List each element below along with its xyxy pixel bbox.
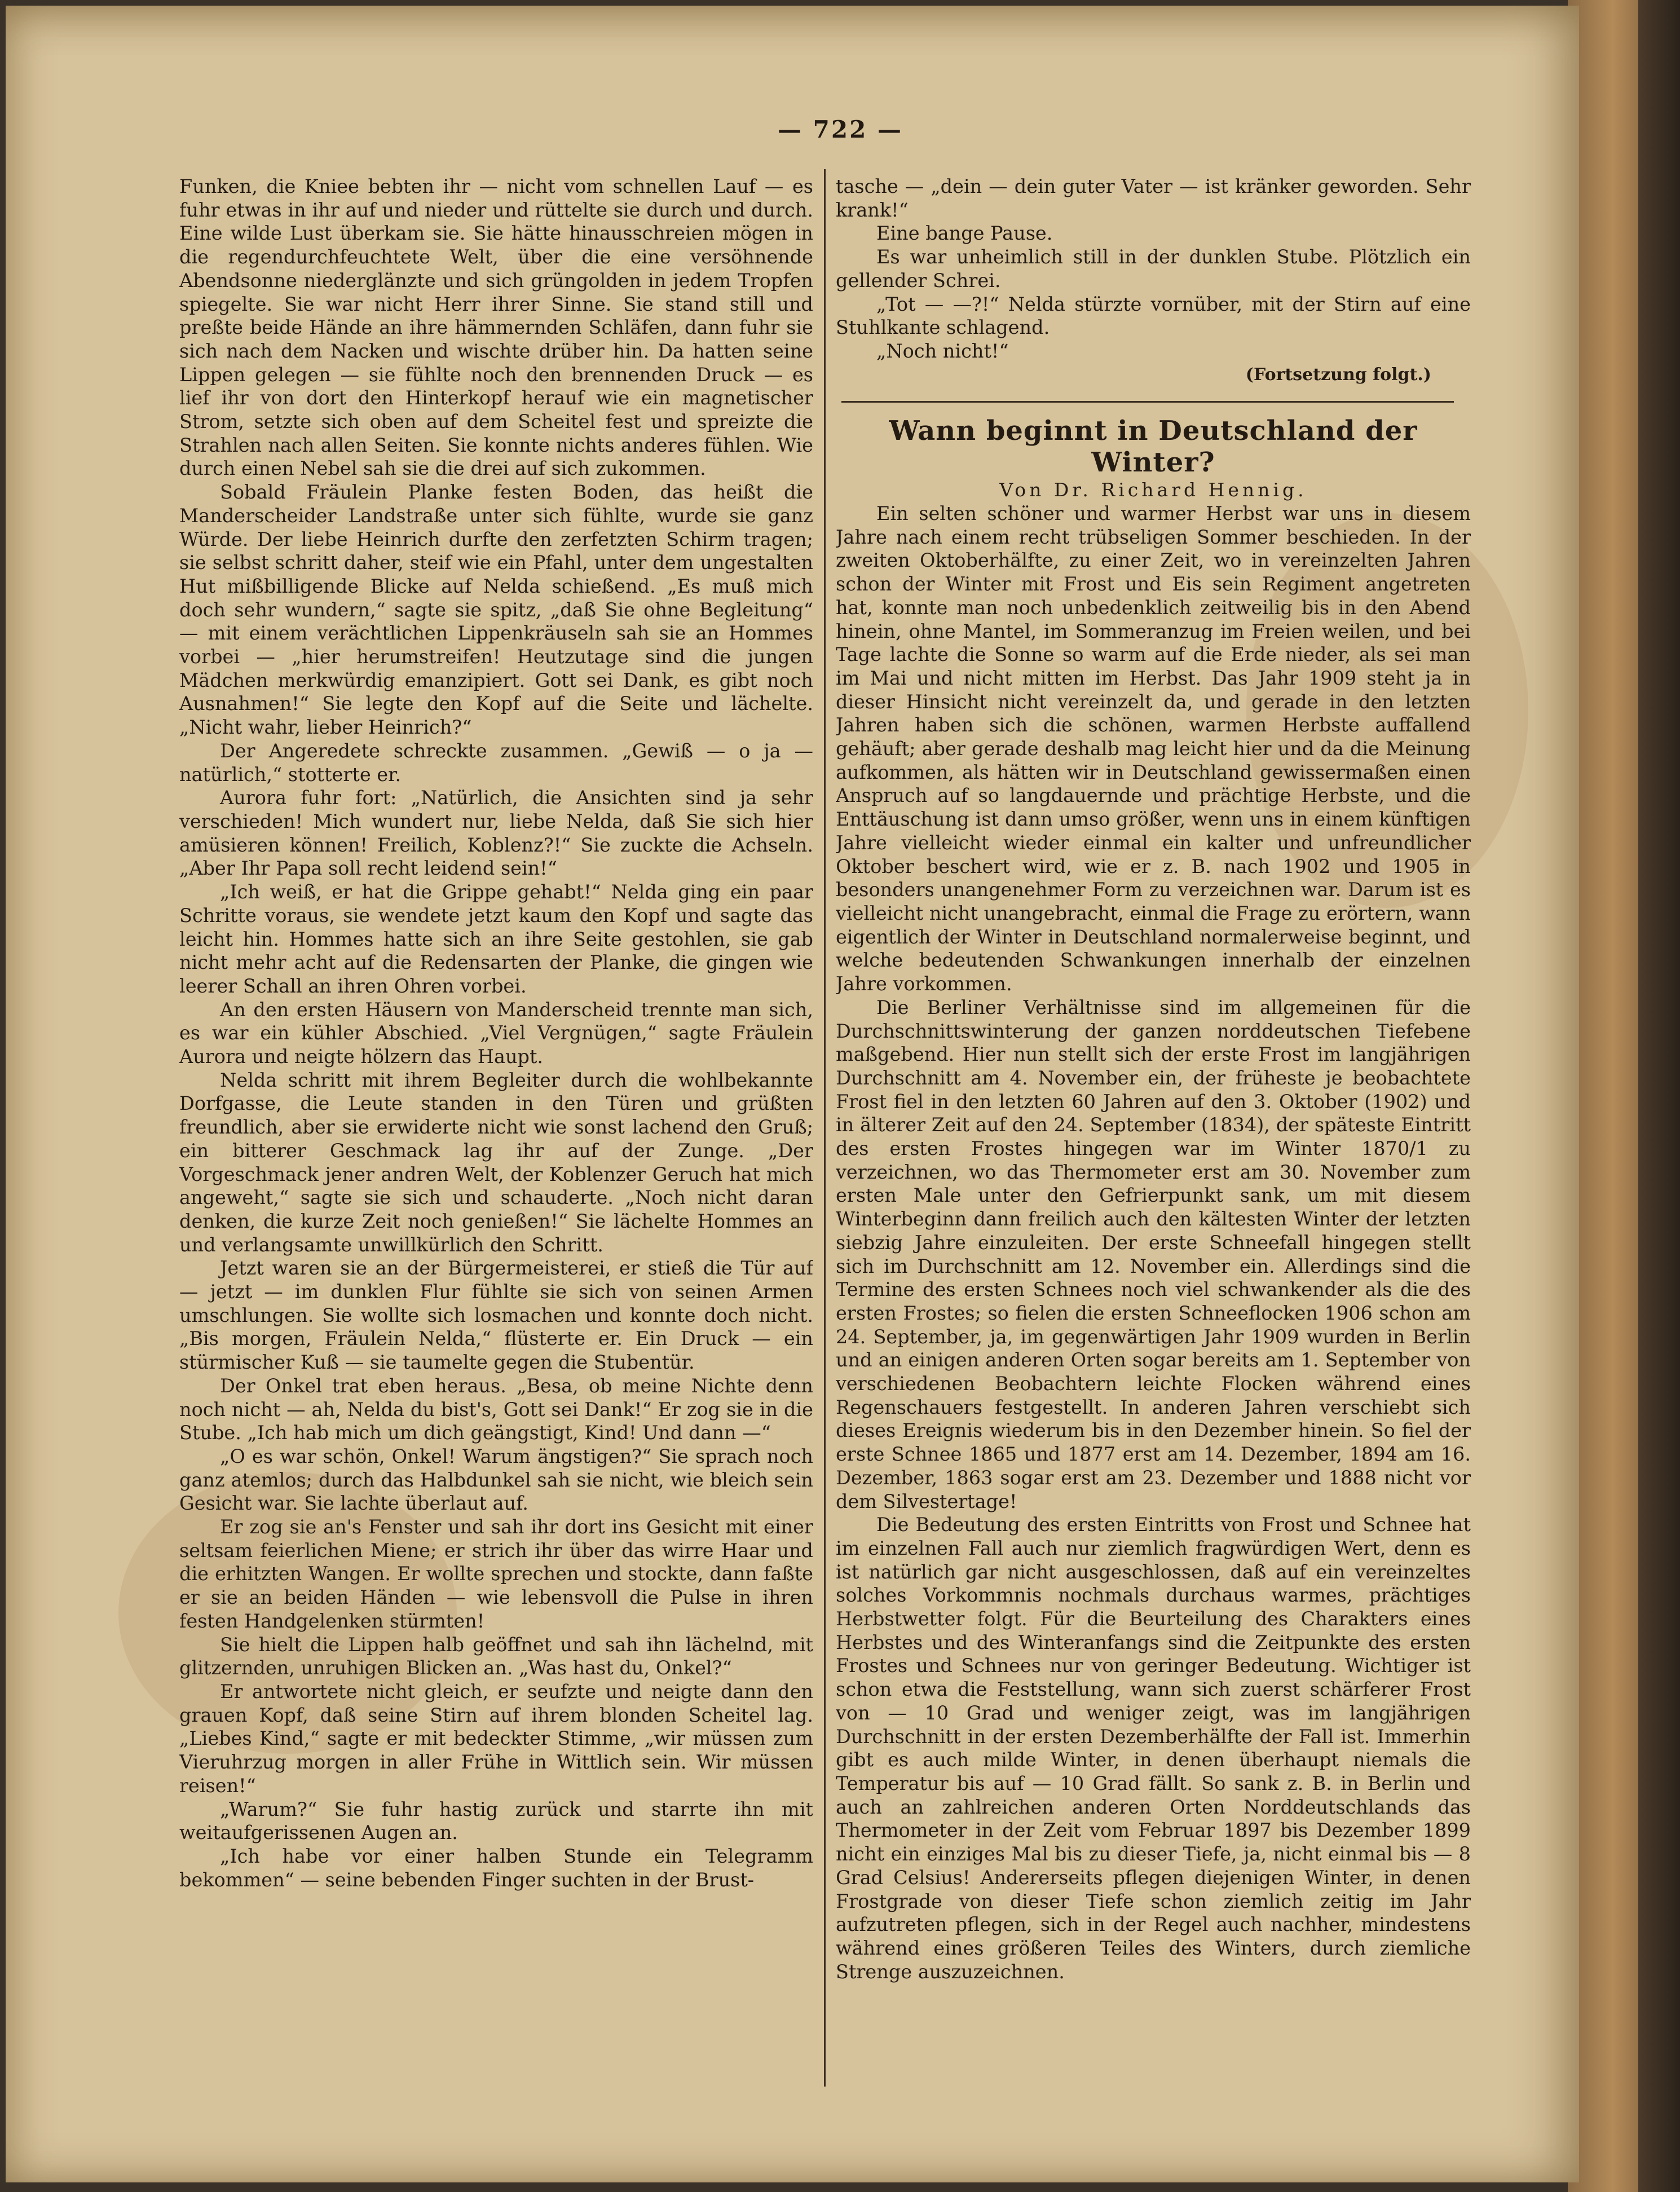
- section-rule: [841, 401, 1454, 403]
- paragraph: Eine bange Pause.: [876, 222, 1053, 245]
- left-column: [179, 175, 813, 2092]
- paragraph: „Noch nicht!“: [876, 339, 1009, 362]
- column-divider: [824, 169, 826, 2087]
- paragraph: „O es war schön, Onkel! Warum ängstigen?“ Sie sprach noch ganz atemlos; durch das Halbdunkel sah sie nicht, wie bleich sein Gesicht war. Sie lachte überlaut auf.: [179, 1445, 813, 1515]
- paragraph: Die Berliner Verhältnisse sind im allgemeinen für die Durchschnittswinterung der ganzen norddeutschen Tiefebene maßgebend. Hier nun stellt sich der erste Frost im langjährigen Durchschnitt am 4. November ein, der früheste je beobachtete Frost fiel in den letzten 60 Jahren auf den 3. Oktober (1902) und in älterer Zeit auf den 24. September (1834), der späteste Eintritt des ersten Frostes hingegen war im Winter 1870/1 zu verzeichnen, wo das Thermometer erst am 30. November zum ersten Male unter den Gefrierpunkt sank, um mit diesem Winterbeginn dann freilich auch den kältesten Winter der letzten siebzig Jahre einzuleiten. Der erste Schneefall hingegen stellt sich im Durchschnitt am 12. November ein. Allerdings sind die Termine des ersten Schnees noch viel schwankender als die des ersten Frostes; so fielen die ersten Schneeflocken 1906 schon am 24. September, ja, im gegenwärtigen Jahr 1909 wurden in Berlin und an einigen anderen Orten sogar bereits am 1. September von verschiedenen Beobachtern leichte Flocken während eines Regenschauers festgestellt. In anderen Jahren verschiebt sich dieses Ereignis wiederum bis in den Dezember hinein. So fiel der erste Schnee 1865 und 1877 erst am 14. Dezember, 1894 am 16. Dezember, 1863 sogar erst am 23. Dezember und 1888 nicht vor dem Silvestertage!: [836, 996, 1471, 1512]
- paragraph: tasche — „dein — dein guter Vater — ist kränker geworden. Sehr krank!“: [836, 175, 1471, 221]
- paragraph: Sobald Fräulein Planke festen Boden, das heißt die Manderscheider Landstraße unter sich fühlte, wurde sie ganz Würde. Der liebe Heinrich durfte den zerfetzten Schirm tragen; sie selbst schritt daher, steif wie ein Pfahl, unter dem ungestalten Hut mißbilligende Blicke auf Nelda schießend. „Es muß mich doch sehr wundern,“ sagte sie spitz, „daß Sie ohne Begleitung“ — mit einem verächtlichen Lippenkräuseln sah sie an Hommes vorbei — „hier herumstreifen! Heutzutage sind die jungen Mädchen merkwürdig emanzipiert. Gott sei Dank, es gibt noch Ausnahmen!“ Sie legte den Kopf auf die Seite und lächelte. „Nicht wahr, lieber Heinrich?“: [179, 481, 813, 739]
- article-byline: Von Dr. Richard Hennig.: [999, 479, 1307, 501]
- paragraph: An den ersten Häusern von Manderscheid trennte man sich, es war ein kühler Abschied. „Viel Vergnügen,“ sagte Fräulein Aurora und neigte hölzern das Haupt.: [179, 998, 813, 1068]
- paragraph: Ein selten schöner und warmer Herbst war uns in diesem Jahre nach einem recht trübseligen Sommer beschieden. In der zweiten Oktoberhälfte, zu einer Zeit, wo in vereinzelten Jahren schon der Winter mit Frost und Eis sein Regiment angetreten hat, konnte man noch unbedenklich zeitweilig bis in den Abend hinein, ohne Mantel, im Sommeranzug im Freien weilen, und bei Tage lachte die Sonne so warm auf die Erde nieder, als sei man im Mai und nicht mitten im Herbst. Das Jahr 1909 steht ja in dieser Hinsicht nicht vereinzelt da, und gerade in den letzten Jahren haben sich die schönen, warmen Herbste auffallend gehäuft; aber gerade deshalb mag leicht hier und da die Meinung aufkommen, als hätten wir in Deutschland gewissermaßen einen Anspruch auf so langdauernde und prächtige Herbste, und die Enttäuschung ist dann umso größer, wenn uns in einem künftigen Jahre vielleicht wieder einmal ein kalter und unfreundlicher Oktober beschert wird, wie er z. B. nach 1902 und 1905 in besonders unangenehmer Form zu verzeichnen war. Darum ist es vielleicht nicht unangebracht, einmal die Frage zu erörtern, wann eigentlich der Winter in Deutschland normalerweise beginnt, und welche bedeutenden Schwankungen innerhalb der einzelnen Jahre vorkommen.: [836, 502, 1471, 995]
- article-body: [836, 502, 1471, 1983]
- paragraph: Es war unheimlich still in der dunklen Stube. Plötzlich ein gellender Schrei.: [836, 246, 1471, 292]
- paragraph: „Ich weiß, er hat die Grippe gehabt!“ Nelda ging ein paar Schritte voraus, sie wendete jetzt kaum den Kopf und sagte das leicht hin. Hommes hatte sich an ihre Seite gestohlen, sie gab nicht mehr acht auf die Redensarten der Planke, die gingen wie leerer Schall an ihren Ohren vorbei.: [179, 881, 813, 997]
- paragraph: Er antwortete nicht gleich, er seufzte und neigte dann den grauen Kopf, daß seine Stirn auf ihrem blonden Scheitel lag. „Liebes Kind,“ sagte er mit bedeckter Stimme, „wir müssen zum Vieruhrzug morgen in aller Frühe in Wittlich sein. Wir müssen reisen!“: [179, 1681, 813, 1797]
- paragraph: Nelda schritt mit ihrem Begleiter durch die wohlbekannte Dorfgasse, die Leute standen in den Türen und grüßten freundlich, aber sie erwiderte nicht wie sonst lachend den Gruß; ein bitterer Geschmack lag ihr auf der Zunge. „Der Vorgeschmack jener andren Welt, der Koblenzer Geruch hat mich angeweht,“ sagte sie sich und schauderte. „Noch nicht daran denken, die kurze Zeit noch genießen!“ Sie lächelte Hommes an und verlangsamte unwillkürlich den Schritt.: [179, 1069, 813, 1256]
- paragraph: Sie hielt die Lippen halb geöffnet und sah ihn lächelnd, mit glitzernden, unruhigen Blicken an. „Was hast du, Onkel?“: [179, 1633, 813, 1679]
- paragraph: Er zog sie an's Fenster und sah ihr dort ins Gesicht mit einer seltsam feierlichen Miene; er strich ihr über das wirre Haar und die erhitzten Wangen. Er wollte sprechen und stockte, dann faßte er sie an beiden Händen — wie lebensvoll die Pulse in ihren festen Handgelenken stürmten!: [179, 1516, 813, 1632]
- paragraph: Die Bedeutung des ersten Eintritts von Frost und Schnee hat im einzelnen Fall auch nur ziemlich fragwürdigen Wert, denn es ist natürlich gar nicht ausgeschlossen, daß auf ein vereinzeltes solches Vorkommnis nochmals durchaus warmes, prächtiges Herbstwetter folgt. Für die Beurteilung des Charakters eines Herbstes und des Winteranfangs sind die Zeitpunkte des ersten Frostes und Schnees nur von geringer Bedeutung. Wichtiger ist schon etwa die Feststellung, wann sich zuerst schärferer Frost von — 10 Grad und weniger zeigt, was im langjährigen Durchschnitt in der ersten Dezemberhälfte der Fall ist. Immerhin gibt es auch milde Winter, in denen überhaupt niemals die Temperatur bis auf — 10 Grad fällt. So sank z. B. in Berlin und auch an zahlreichen anderen Orten Norddeutschlands das Thermometer in der Zeit vom Februar 1897 bis Dezember 1899 nicht ein einziges Mal bis zu dieser Tiefe, ja, nicht einmal bis — 8 Grad Celsius! Andererseits pflegen diejenigen Winter, in denen Frostgrade von dieser Tiefe schon ziemlich zeitig im Jahr aufzutreten pflegen, sich in der Regel auch nachher, mindestens während eines größeren Teiles des Winters, durch ziemliche Strenge auszuzeichnen.: [836, 1514, 1471, 1983]
- paragraph: „Tot — —?!“ Nelda stürzte vornüber, mit der Stirn auf eine Stuhlkante schlagend.: [836, 293, 1471, 339]
- story-conclusion: [836, 175, 1471, 363]
- paragraph: Der Onkel trat eben heraus. „Besa, ob meine Nichte denn noch nicht — ah, Nelda du bist's, Gott sei Dank!“ Er zog sie in die Stube. „Ich hab mich um dich geängstigt, Kind! Und dann —“: [179, 1374, 813, 1444]
- paragraph: Aurora fuhr fort: „Natürlich, die Ansichten sind ja sehr verschieden! Mich wundert nur, liebe Nelda, daß Sie sich hier amüsieren können! Freilich, Koblenz?!“ Sie zuckte die Achseln. „Aber Ihr Papa soll recht leidend sein!“: [179, 787, 813, 880]
- paragraph: Jetzt waren sie an der Bürgermeisterei, er stieß die Tür auf — jetzt — im dunklen Flur fühlte sie sich von seinen Armen umschlungen. Sie wollte sich losmachen und konnte doch nicht. „Bis morgen, Fräulein Nelda,“ flüsterte er. Ein Druck — ein stürmischer Kuß — sie taumelte gegen die Stubentür.: [179, 1257, 813, 1374]
- book-spine: [1638, 0, 1680, 2192]
- right-column: [836, 175, 1471, 2092]
- paragraph: „Warum?“ Sie fuhr hastig zurück und starrte ihn mit weitaufgerissenen Augen an.: [179, 1798, 813, 1844]
- paragraph: Der Angeredete schreckte zusammen. „Gewiß — o ja — natürlich,“ stotterte er.: [179, 739, 813, 786]
- paragraph: „Ich habe vor einer halben Stunde ein Telegramm bekommen“ — seine bebenden Finger suchten in der Brust-: [179, 1845, 813, 1891]
- continuation-note: (Fortsetzung folgt.): [1245, 364, 1431, 385]
- page-number: — 722 —: [778, 116, 903, 143]
- article-headline: Wann beginnt in Deutschland der Winter?: [889, 415, 1418, 479]
- paragraph: Funken, die Kniee bebten ihr — nicht vom schnellen Lauf — es fuhr etwas in ihr auf und nieder und rüttelte sie durch und durch. Eine wilde Lust überkam sie. Sie hätte hinausschreien mögen in die regendurchfeuchtete Welt, über die eine versöhnende Abendsonne niederglänzte und sich grüngolden in jedem Tropfen spiegelte. Sie war nicht Herr ihrer Sinne. Sie stand still und preßte beide Hände an ihre hämmernden Schläfen, dann fuhr sie sich nach dem Nacken und wischte drüber hin. Da hatten seine Lippen gelegen — sie fühlte noch den brennenden Druck — es lief ihr von dort den Hinterkopf herauf wie ein magnetischer Strom, setzte sich oben auf dem Scheitel fest und spreizte die Strahlen nach allen Seiten. Sie konnte nichts anderes fühlen. Wie durch einen Nebel sah sie die drei auf sich zukommen.: [179, 175, 813, 480]
